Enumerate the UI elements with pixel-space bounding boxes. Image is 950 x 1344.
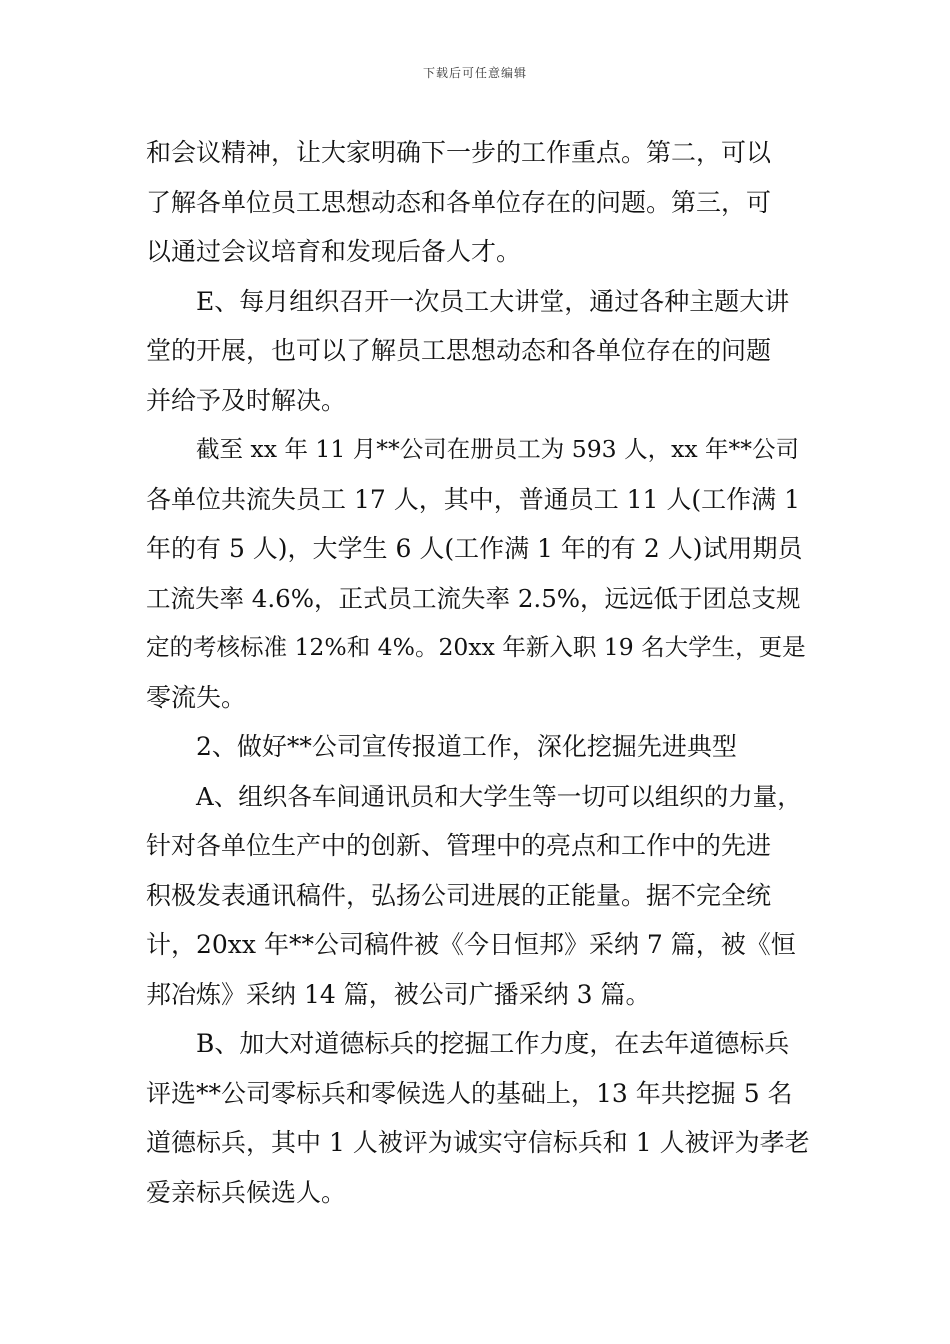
text-line: 堂的开展，也可以了解员工思想动态和各单位存在的问题	[146, 336, 772, 365]
text-line: 截至 xx 年 11 月**公司在册员工为 593 人，xx 年**公司	[196, 435, 800, 463]
text-line: 计，20xx 年**公司稿件被《今日恒邦》采纳 7 篇，被《恒	[146, 930, 796, 959]
text-line: B、加大对道德标兵的挖掘工作力度，在去年道德标兵	[196, 1029, 790, 1058]
text-line: 了解各单位员工思想动态和各单位存在的问题。第三，可	[146, 187, 772, 217]
text-line: 定的考核标准 12%和 4%。20xx 年新入职 19 名大学生，更是	[146, 633, 806, 661]
document-body	[146, 128, 810, 1217]
text-line: 以通过会议培育和发现后备人才。	[146, 237, 522, 266]
text-line: E、每月组织召开一次员工大讲堂，通过各种主题大讲	[196, 286, 790, 316]
text-line: 邦冶炼》采纳 14 篇，被公司广播采纳 3 篇。	[146, 979, 651, 1009]
text-line: 评选**公司零标兵和零候选人的基础上，13 年共挖掘 5 名	[146, 1078, 793, 1108]
text-line: 各单位共流失员工 17 人，其中，普通员工 11 人(工作满 1	[146, 484, 801, 514]
page-header: 下载后可任意编辑	[422, 66, 527, 80]
text-line: 并给予及时解决。	[146, 385, 347, 415]
text-line: 积极发表通讯稿件，弘扬公司进展的正能量。据不完全统	[146, 880, 772, 910]
text-line: A、组织各车间通讯员和大学生等一切可以组织的力量，	[196, 781, 802, 811]
text-line: 爱亲标兵候选人。	[146, 1177, 347, 1207]
text-line: 工流失率 4.6%，正式员工流失率 2.5%，远远低于团总支规	[146, 583, 801, 613]
text-line: 和会议精神，让大家明确下一步的工作重点。第二，可以	[146, 138, 772, 167]
text-line: 零流失。	[146, 682, 247, 712]
text-line: 年的有 5 人)，大学生 6 人(工作满 1 年的有 2 人)试用期员	[146, 534, 803, 563]
text-line: 2、做好**公司宣传报道工作，深化挖掘先进典型	[196, 732, 737, 761]
text-line: 道德标兵，其中 1 人被评为诚实守信标兵和 1 人被评为孝老	[146, 1128, 810, 1157]
text-line: 针对各单位生产中的创新、管理中的亮点和工作中的先进	[146, 831, 772, 860]
